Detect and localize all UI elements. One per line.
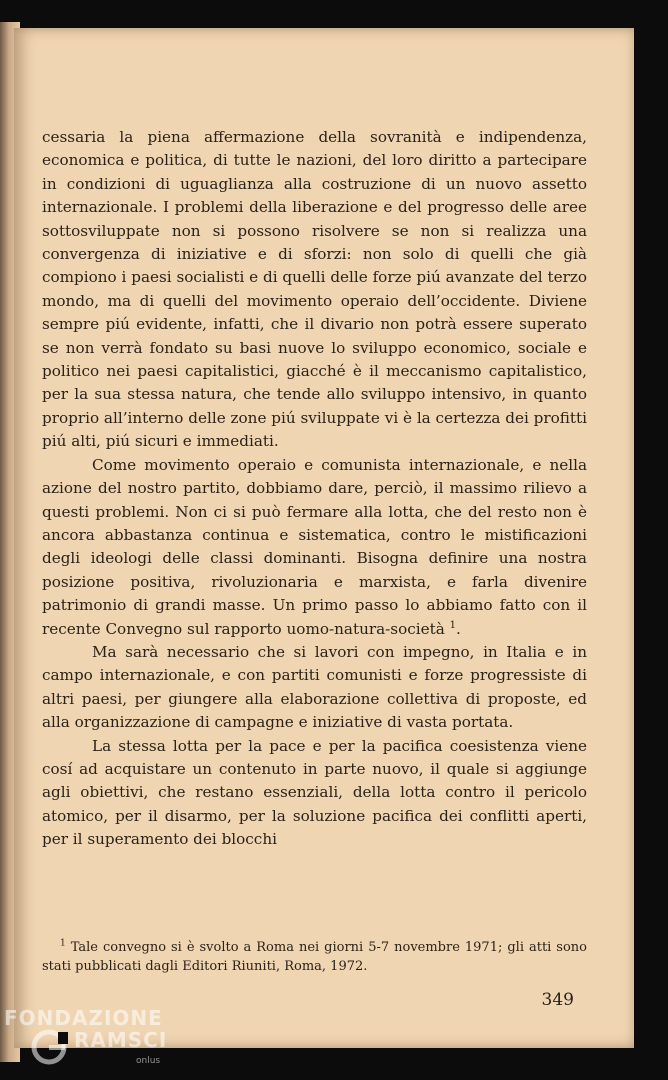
footnote-marker: 1 (60, 938, 66, 949)
watermark-line-1: FONDAZIONE (4, 1006, 163, 1030)
footnote-reference: 1 (449, 619, 456, 631)
watermark-line-2: RAMSCI (74, 1028, 168, 1052)
footnote (42, 938, 587, 976)
paragraph-2-period: . (455, 619, 461, 638)
paragraph-3: Ma sarà necessario che si lavori con impegno, in Italia e in campo internazionale, e con partiti comunisti e forze progressiste di altri paesi, per giungere alla elaborazione collettiva di proposte, ed alla organizzazione di campagne e iniziative di vasta portata. (42, 642, 587, 732)
paragraph-2-text: Come movimento operaio e comunista internazionale, e nella azione del nostro partito, dobbiamo dare, perciò, il massimo rilievo a questi problemi. Non ci si può fermare alla lotta, che del resto non è ancora abbastanza continua e sistematica, contro le mistificazioni degli ideologi delle classi dominanti. Bisogna definire una nostra posizione positiva, rivoluzionaria e marxista, e farla divenire patrimonio di grandi masse. Un primo passo lo abbiamo fatto con il recente Convegno sul rapporto uomo-natura-società (42, 455, 587, 638)
gramsci-g-logo-icon (30, 1028, 68, 1066)
book-page (14, 28, 634, 1048)
watermark-onlus: onlus (136, 1056, 161, 1066)
footnote-text: Tale convegno si è svolto a Roma nei giorni 5-7 novembre 1971; gli atti sono stati pubblicati dagli Editori Riuniti, Roma, 1972. (42, 940, 588, 974)
fondazione-gramsci-watermark (4, 1006, 204, 1076)
page-number: 349 (541, 990, 574, 1010)
body-text (42, 126, 587, 852)
paragraph-2 (42, 454, 587, 641)
paragraph-4: La stessa lotta per la pace e per la pacifica coesistenza viene cosí ad acquistare un contenuto in parte nuovo, il quale si aggiunge agli obiettivi, che restano essenziali, della lotta contro il pericolo atomico, per il disarmo, per la soluzione pacifica dei conflitti aperti, per il superamento dei blocchi (42, 736, 587, 849)
paragraph-1: cessaria la piena affermazione della sovranità e indipendenza, economica e politica, di tutte le nazioni, del loro diritto a partecipare in condizioni di uguaglianza alla costruzione di un nuovo assetto internazionale. I problemi della liberazione e del progresso delle aree sottosviluppate non si possono risolvere se non si realizza una convergenza di iniziative e di sforzi: non solo di quelli che già compiono i paesi socialisti e di quelli delle forze piú avanzate del terzo mondo, ma di quelli del movimento operaio dell’occidente. Diviene sempre piú evidente, infatti, che il divario non potrà essere superato se non verrà fondato su basi nuove lo sviluppo economico, sociale e politico nei paesi capitalistici, giacché è il meccanismo capitalistico, per la sua stessa natura, che tende allo sviluppo intensivo, in quanto proprio all’interno delle zone piú sviluppate vi è la certezza dei profitti piú alti, piú sicuri e immediati. (42, 128, 587, 451)
